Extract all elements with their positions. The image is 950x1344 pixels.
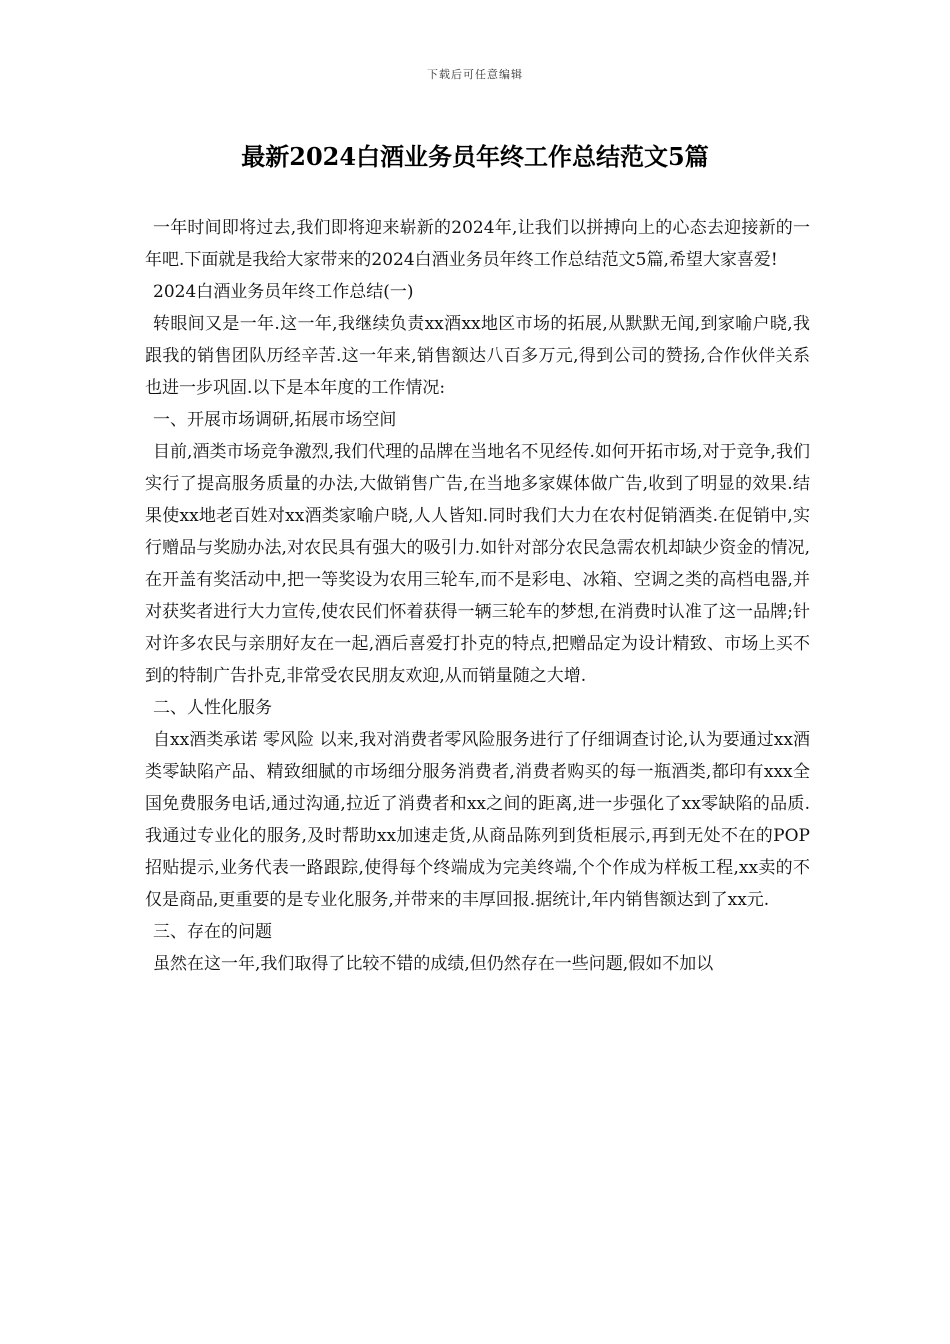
- document-body: [145, 212, 810, 980]
- body-paragraph: 虽然在这一年,我们取得了比较不错的成绩,但仍然存在一些问题,假如不加以: [153, 954, 714, 974]
- header-note: 下载后可任意编辑: [427, 68, 523, 81]
- body-paragraph: 转眼间又是一年.这一年,我继续负责xx酒xx地区市场的拓展,从默默无闻,到家喻户晓,我跟我的销售团队历经辛苦.这一年来,销售额达八百多万元,得到公司的赞扬,合作伙伴关系也进一步巩固.以下是本年度的工作情况:: [145, 314, 810, 398]
- section-heading-humanized-service: 二、人性化服务: [153, 698, 272, 718]
- body-paragraph: 目前,酒类市场竞争激烈,我们代理的品牌在当地名不见经传.如何开拓市场,对于竞争,我们实行了提高服务质量的办法,大做销售广告,在当地多家媒体做广告,收到了明显的效果.结果使xx地老百姓对xx酒类家喻户晓,人人皆知.同时我们大力在农村促销酒类.在促销中,实行赠品与奖励办法,对农民具有强大的吸引力.如针对部分农民急需农机却缺少资金的情况,在开盖有奖活动中,把一等奖设为农用三轮车,而不是彩电、冰箱、空调之类的高档电器,并对获奖者进行大力宣传,使农民们怀着获得一辆三轮车的梦想,在消费时认准了这一品牌;针对许多农民与亲朋好友在一起,酒后喜爱打扑克的特点,把赠品定为设计精致、市场上买不到的特制广告扑克,非常受农民朋友欢迎,从而销量随之大增.: [145, 442, 810, 686]
- section-heading-summary-one: 2024白酒业务员年终工作总结(一): [153, 282, 414, 302]
- document-title: 最新2024白酒业务员年终工作总结范文5篇: [241, 142, 709, 171]
- section-heading-market-research: 一、开展市场调研,拓展市场空间: [153, 410, 397, 430]
- body-paragraph: 自xx酒类承诺 零风险 以来,我对消费者零风险服务进行了仔细调查讨论,认为要通过xx酒类零缺陷产品、精致细腻的市场细分服务消费者,消费者购买的每一瓶酒类,都印有xxx全国免费服务电话,通过沟通,拉近了消费者和xx之间的距离,进一步强化了xx零缺陷的品质.我通过专业化的服务,及时帮助xx加速走货,从商品陈列到货柜展示,再到无处不在的POP招贴提示,业务代表一路跟踪,使得每个终端成为完美终端,个个作成为样板工程,xx卖的不仅是商品,更重要的是专业化服务,并带来的丰厚回报.据统计,年内销售额达到了xx元.: [145, 730, 810, 910]
- section-heading-existing-problems: 三、存在的问题: [153, 922, 272, 942]
- intro-paragraph: 一年时间即将过去,我们即将迎来崭新的2024年,让我们以拼搏向上的心态去迎接新的一年吧.下面就是我给大家带来的2024白酒业务员年终工作总结范文5篇,希望大家喜爱!: [145, 218, 810, 270]
